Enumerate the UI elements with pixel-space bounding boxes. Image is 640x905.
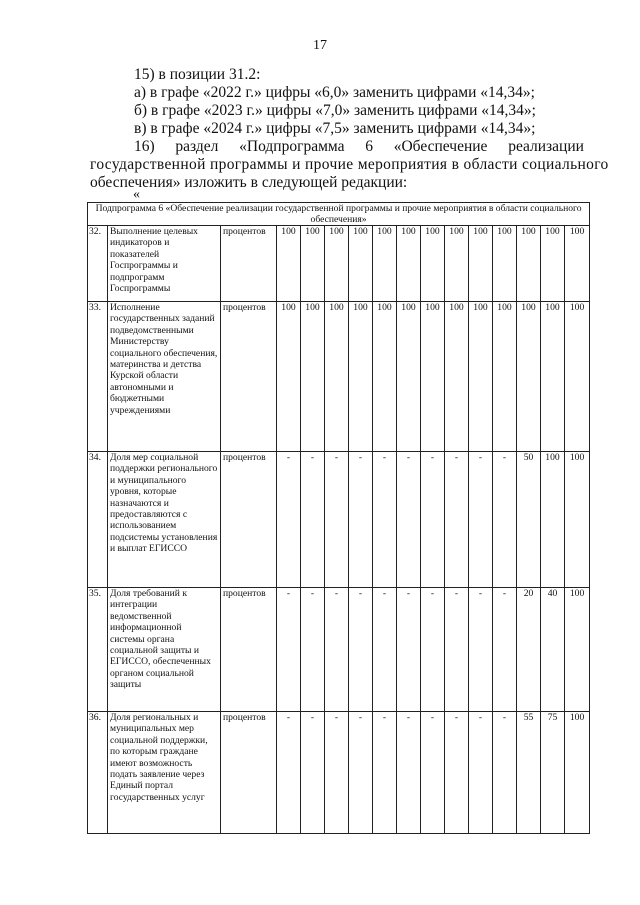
value-cell: - [493,452,517,588]
value-cell: 100 [541,226,565,302]
subprogram-header: Подпрограмма 6 «Обеспечение реализации государственной программы и прочие мероприятия в области социального обеспечения» [88,203,590,226]
value-cell: 100 [493,302,517,452]
value-cell: 20 [517,588,541,712]
value-cell: - [421,588,445,712]
value-cell: - [277,588,301,712]
unit-cell: процентов [221,712,277,834]
word: «Обеспечение [393,138,488,155]
value-cell: 100 [541,452,565,588]
value-cell: 100 [301,302,325,452]
value-cell: 100 [325,226,349,302]
value-cell: - [349,452,373,588]
value-cell: - [301,588,325,712]
value-cell: - [493,588,517,712]
value-cell: - [469,588,493,712]
indicator-name: Доля мер социальной поддержки регионального и муниципального уровня, которые назначаются и предоставляются с использованием подсистемы установления и выплат ЕГИССО [108,452,221,588]
text-line-4: в) в графе «2024 г.» цифры «7,5» заменить цифрами «14,34»; [134,120,536,137]
value-cell: 100 [349,302,373,452]
text-line-6: государственной программы и прочие мероприятия в области социального [90,156,609,173]
value-cell: - [493,712,517,834]
value-cell: 100 [565,452,590,588]
unit-cell: процентов [221,588,277,712]
value-cell: - [325,588,349,712]
text-line-5 [134,138,584,156]
text-line-2: а) в графе «2022 г.» цифры «6,0» заменить цифрами «14,34»; [134,84,535,101]
value-cell: - [349,588,373,712]
value-cell: - [421,712,445,834]
text-line-3: б) в графе «2023 г.» цифры «7,0» заменить цифрами «14,34»; [134,102,536,119]
value-cell: 100 [565,588,590,712]
value-cell: - [397,712,421,834]
row-number: 33. [88,302,108,452]
value-cell: - [277,712,301,834]
value-cell: - [397,588,421,712]
value-cell: 100 [421,226,445,302]
value-cell: 100 [421,302,445,452]
text-line-1: 15) в позиции 31.2: [134,66,261,83]
value-cell: 55 [517,712,541,834]
value-cell: 100 [565,302,590,452]
value-cell: - [277,452,301,588]
value-cell: 100 [517,302,541,452]
row-number: 36. [88,712,108,834]
value-cell: - [349,712,373,834]
table-header-row [88,203,590,226]
value-cell: 100 [469,302,493,452]
value-cell: - [445,712,469,834]
table-row [88,226,590,302]
table-row [88,302,590,452]
value-cell: 100 [301,226,325,302]
value-cell: 100 [445,302,469,452]
value-cell: - [445,588,469,712]
word: 6 [365,138,373,155]
text-line-7: обеспечения» изложить в следующей редакции: [90,174,408,191]
word: 16) [134,138,155,155]
value-cell: 40 [541,588,565,712]
value-cell: 100 [469,226,493,302]
value-cell: 100 [349,226,373,302]
value-cell: - [397,452,421,588]
value-cell: - [325,712,349,834]
table-row [88,588,590,712]
value-cell: - [301,712,325,834]
value-cell: 100 [445,226,469,302]
value-cell: 100 [325,302,349,452]
value-cell: 50 [517,452,541,588]
row-number: 34. [88,452,108,588]
indicator-table [87,202,590,834]
value-cell: - [469,712,493,834]
value-cell: 100 [493,226,517,302]
row-number: 32. [88,226,108,302]
unit-cell: процентов [221,302,277,452]
value-cell: - [325,452,349,588]
value-cell: 100 [565,226,590,302]
value-cell: 100 [373,226,397,302]
value-cell: - [445,452,469,588]
value-cell: - [373,588,397,712]
row-number: 35. [88,588,108,712]
value-cell: 100 [565,712,590,834]
value-cell: - [469,452,493,588]
indicator-name: Исполнение государственных заданий подведомственными Министерству социального обеспечения, материнства и детства Курской области автономными и бюджетными учреждениями [108,302,221,452]
value-cell: 75 [541,712,565,834]
value-cell: 100 [373,302,397,452]
page-number: 17 [313,38,327,53]
table-row [88,452,590,588]
unit-cell: процентов [221,226,277,302]
unit-cell: процентов [221,452,277,588]
value-cell: - [301,452,325,588]
value-cell: - [373,712,397,834]
word: раздел [175,138,219,155]
indicator-name: Доля региональных и муниципальных мер социальной поддержки, по которым граждане имеют возможность подать заявление через Единый портал государственных услуг [108,712,221,834]
value-cell: 100 [397,226,421,302]
word: реализации [508,138,584,155]
open-quote: « [133,187,140,202]
value-cell: 100 [277,302,301,452]
indicator-name: Выполнение целевых индикаторов и показателей Госпрограммы и подпрограмм Госпрограммы [108,226,221,302]
value-cell: 100 [541,302,565,452]
word: «Подпрограмма [239,138,345,155]
value-cell: 100 [517,226,541,302]
table-row [88,712,590,834]
value-cell: 100 [277,226,301,302]
value-cell: - [421,452,445,588]
indicator-name: Доля требований к интеграции ведомственной информационной системы органа социальной защиты и ЕГИССО, обеспеченных органом социальной защиты [108,588,221,712]
value-cell: 100 [397,302,421,452]
value-cell: - [373,452,397,588]
